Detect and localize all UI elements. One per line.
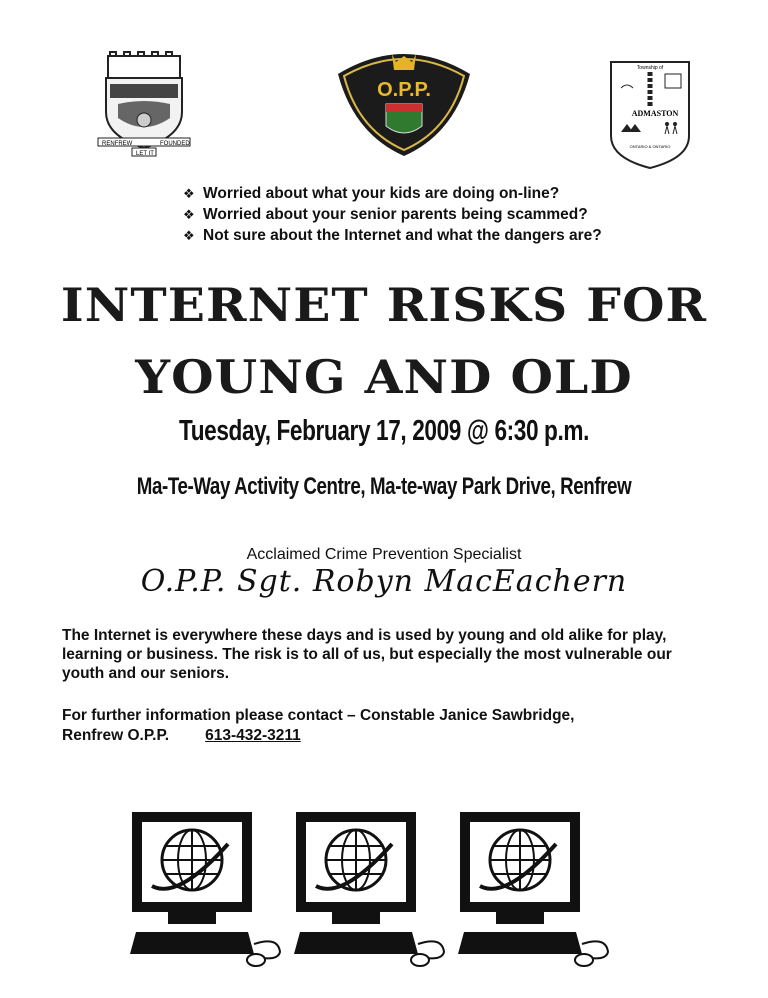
- renfrew-crest-logo: [98, 50, 190, 166]
- event-venue: Ma-Te-Way Activity Centre, Ma-te-way Park Drive, Renfrew: [136, 473, 632, 500]
- speaker-name: O.P.P. Sgt. Robyn MacEachern: [140, 564, 628, 599]
- contact-line-1: For further information please contact – Constable Janice Sawbridge,: [62, 707, 575, 724]
- bullet-list: [183, 183, 703, 246]
- title-line-1: INTERNET RISKS FOR: [60, 278, 708, 332]
- opp-badge-text: O.P.P.: [377, 79, 431, 101]
- description-paragraph: The Internet is everywhere these days and is used by young and old alike for play, learning or business. The risk is to all of us, but especially the most vulnerable our youth and our seniors.: [62, 627, 672, 682]
- title-line-2: YOUNG AND OLD: [135, 350, 633, 404]
- contact-phone: 613-432-3211: [205, 727, 301, 744]
- event-date-time: Tuesday, February 17, 2009 @ 6:30 p.m.: [179, 415, 589, 447]
- computer-globe-icon: [456, 808, 621, 968]
- bullet-diamond-icon: ❖: [183, 186, 195, 201]
- admaston-bromley-logo: [607, 58, 693, 170]
- admaston-top-text: Township of: [636, 65, 664, 71]
- admaston-bottom-text: ONTARIO & ONTARIO: [629, 144, 671, 149]
- admaston-horizontal-text: ADMASTON: [631, 109, 679, 118]
- crest-banner-right: FOUNDED: [160, 141, 190, 147]
- contact-info: [62, 706, 702, 746]
- bullet-item: ❖ Not sure about the Internet and what the dangers are?: [183, 227, 602, 244]
- crest-banner-left: RENFREW: [102, 141, 133, 147]
- bullet-item: ❖ Worried about your senior parents being scammed?: [183, 206, 588, 223]
- bullet-item: ❖ Worried about what your kids are doing on-line?: [183, 185, 560, 202]
- computer-globe-icon: [292, 808, 457, 968]
- crest-motto: LET IT: [136, 151, 154, 157]
- contact-line-2: Renfrew O.P.P. 613-432-3211: [62, 727, 301, 744]
- speaker-role: Acclaimed Crime Prevention Specialist: [246, 546, 522, 563]
- computer-globe-icon: [128, 808, 293, 968]
- bullet-diamond-icon: ❖: [183, 207, 195, 222]
- bullet-diamond-icon: ❖: [183, 228, 195, 243]
- opp-badge-logo: [334, 44, 474, 158]
